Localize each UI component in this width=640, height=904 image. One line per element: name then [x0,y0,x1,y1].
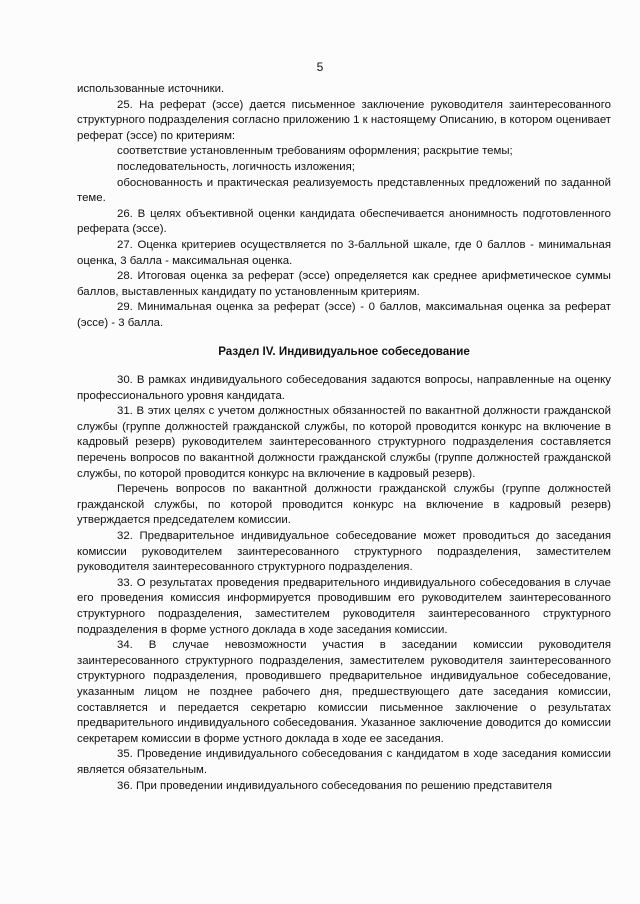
document-body [77,82,611,794]
paragraph: Перечень вопросов по вакантной должности гражданской службы (группе должностей гражданской службы, по которой проводится конкурс на включение в кадровый резерв) утверждается председателем комиссии. [77,483,611,527]
paragraph: использованные источники. [77,83,225,95]
paragraphs-after-heading [77,373,611,794]
paragraph: 29. Минимальная оценка за реферат (эссе) - 0 баллов, максимальная оценка за реферат (эссе) - 3 балла. [77,301,611,329]
paragraph: 33. О результатах проведения предварительного индивидуального собеседования в случае его проведения комиссия информируется проводившим его руководителем заинтересованного структурного подразделения, заместителем руководителя заинтересованного структурного подразделения в форме устного доклада в ходе заседания комиссии. [77,576,611,636]
paragraph: 31. В этих целях с учетом должностных обязанностей по вакантной должности гражданской службы (группе должностей гражданской службы, по которой проводится конкурс на включение в кадровый резерв) руководителем заинтересованного структурного подразделения составляется перечень вопросов по вакантной должности гражданской службы (группе должностей гражданской службы, по которой проводится конкурс на включение в кадровый резерв). [77,405,611,480]
paragraph: 27. Оценка критериев осуществляется по 3-балльной шкале, где 0 баллов - минимальная оценка, 3 балла - максимальная оценка. [77,238,611,267]
paragraph: обоснованность и практическая реализуемость представленных предложений по заданной теме. [77,176,611,205]
paragraph: 32. Предварительное индивидуальное собеседование может проводиться до заседания комиссии руководителем заинтересованного структурного подразделения, заместителем руководителя заинтересованного структурного подразделения. [77,530,611,574]
paragraph: 36. При проведении индивидуального собеседования по решению представителя [117,779,552,792]
paragraph: 28. Итоговая оценка за реферат (эссе) определяется как среднее арифметическое суммы баллов, выставленных кандидату по установленным критериям. [77,270,611,298]
paragraphs-before-heading [77,82,611,332]
section-heading: Раздел IV. Индивидуальное собеседование [218,344,470,358]
paragraph: 35. Проведение индивидуального собеседования с кандидатом в ходе заседания комиссии является обязательным. [77,748,611,776]
paragraph: 34. В случае невозможности участия в заседании комиссии руководителя заинтересованного структурного подразделения, заместителем руководителя заинтересованного структурного подразделения, проводившего предварительное индивидуальное собеседование, указанным лицом не позднее рабочего дня, предшествующего дате заседания комиссии, составляется и передается секретарю комиссии письменное заключение о результатах предварительного индивидуального собеседования. Указанное заключение доводится до комиссии секретарем комиссии в форме устного доклада в ходе ее заседания. [77,639,611,745]
page-number: 5 [316,60,324,74]
paragraph: 26. В целях объективной оценки кандидата обеспечивается анонимность подготовленного реферата (эссе). [77,207,611,236]
paragraph: 30. В рамках индивидуального собеседования задаются вопросы, направленные на оценку профессионального уровня кандидата. [77,374,611,402]
paragraph: 25. На реферат (эссе) дается письменное заключение руководителя заинтересованного структурного подразделения согласно приложению 1 к настоящему Описанию, в котором оценивает реферат (эссе) по критериям: [77,98,611,142]
paragraph: соответствие установленным требованиям оформления; раскрытие темы; [117,145,513,158]
paragraph: последовательность, логичность изложения; [117,160,355,173]
